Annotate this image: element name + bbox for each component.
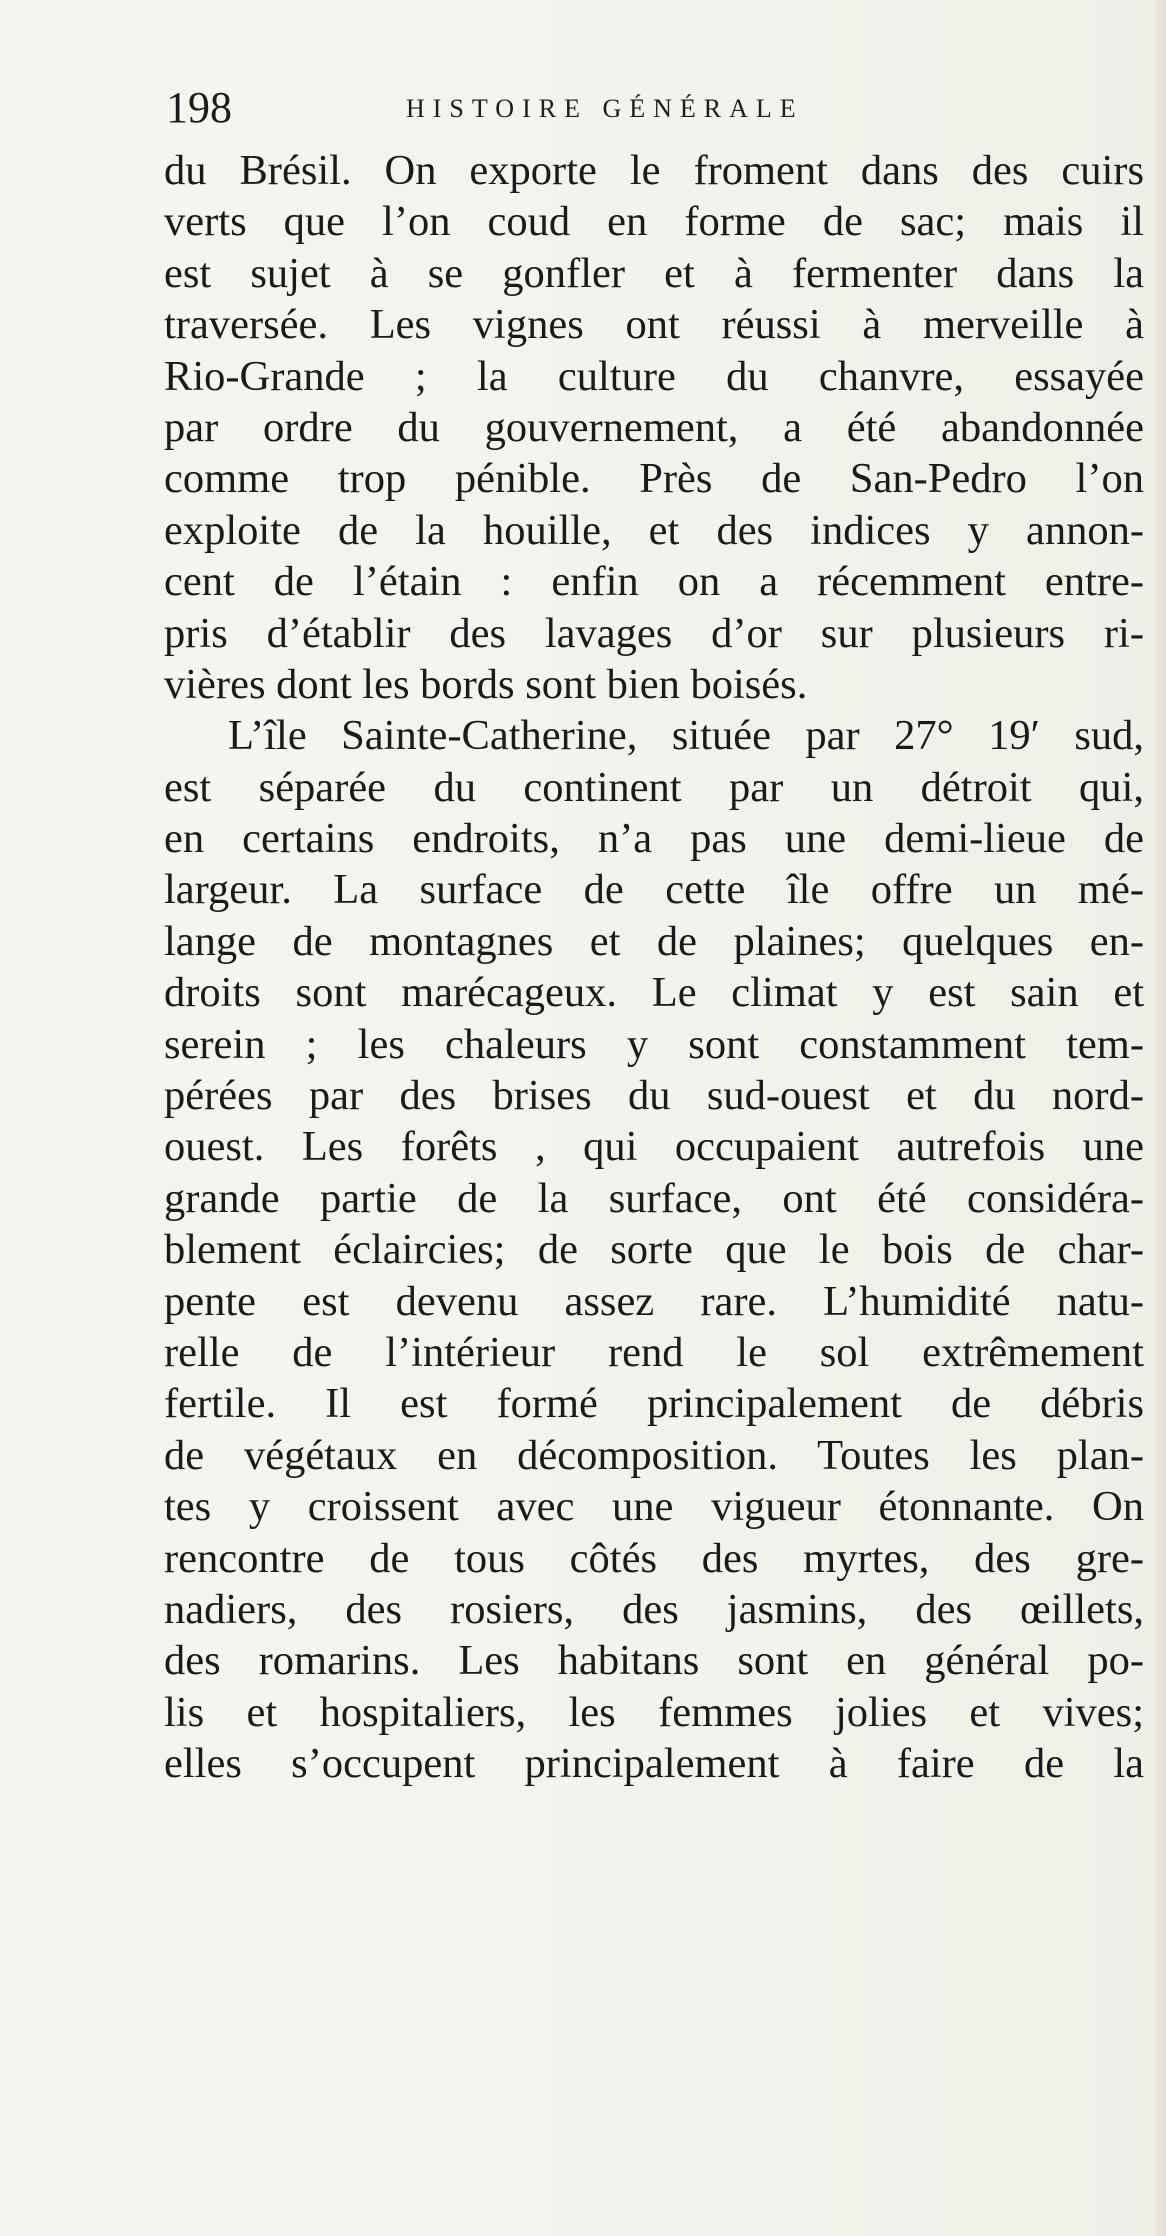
text-line: est séparée du continent par un détroit qui,: [164, 763, 1144, 811]
text-line: fertile. Il est formé principalement de débris: [164, 1380, 1144, 1428]
text-line: cent de l’étain : enfin on a récemment entre-: [164, 558, 1144, 606]
text-line: vières dont les bords sont bien boisés.: [164, 660, 808, 708]
text-line: tes y croissent avec une vigueur étonnante. On: [164, 1483, 1144, 1531]
text-line: largeur. La surface de cette île offre un mé-: [164, 866, 1144, 914]
text-line: Rio-Grande ; la culture du chanvre, essayée: [164, 352, 1144, 400]
text-line: nadiers, des rosiers, des jasmins, des œillets,: [164, 1585, 1144, 1633]
running-head: HISTOIRE GÉNÉRALE: [406, 94, 804, 123]
paragraph-1: [164, 145, 1144, 710]
page-header: [166, 78, 1151, 138]
text-line: serein ; les chaleurs y sont constamment tem-: [164, 1020, 1144, 1068]
text-line: pris d’établir des lavages d’or sur plusieurs ri-: [164, 609, 1144, 657]
text-line: elles s’occupent principalement à faire de la: [164, 1740, 1144, 1788]
text-line: relle de l’intérieur rend le sol extrêmement: [164, 1328, 1144, 1376]
text-line: de végétaux en décomposition. Toutes les plan-: [164, 1431, 1144, 1479]
text-line: exploite de la houille, et des indices y annon-: [164, 506, 1144, 554]
text-line: est sujet à se gonfler et à fermenter dans la: [164, 249, 1144, 297]
text-line: verts que l’on coud en forme de sac; mais il: [164, 198, 1144, 246]
text-line: pente est devenu assez rare. L’humidité natu-: [164, 1277, 1144, 1325]
text-line: par ordre du gouvernement, a été abandonnée: [164, 403, 1144, 451]
text-line: grande partie de la surface, ont été considéra-: [164, 1174, 1144, 1222]
text-line: en certains endroits, n’a pas une demi-lieue de: [164, 815, 1144, 863]
text-line: ouest. Les forêts , qui occupaient autrefois une: [164, 1123, 1144, 1171]
text-line: lis et hospitaliers, les femmes jolies et vives;: [164, 1688, 1144, 1736]
body-text: [164, 145, 1144, 1790]
text-line: des romarins. Les habitans sont en général po-: [164, 1637, 1144, 1685]
text-line: comme trop pénible. Près de San-Pedro l’on: [164, 455, 1144, 503]
text-line: blement éclaircies; de sorte que le bois de char-: [164, 1226, 1144, 1274]
text-line: L’île Sainte-Catherine, située par 27° 19′ sud,: [228, 712, 1144, 760]
text-line: traversée. Les vignes ont réussi à merveille à: [164, 301, 1144, 349]
text-line: rencontre de tous côtés des myrtes, des gre-: [164, 1534, 1144, 1582]
text-line: lange de montagnes et de plaines; quelques en-: [164, 917, 1144, 965]
text-line: pérées par des brises du sud-ouest et du nord-: [164, 1072, 1144, 1120]
page-edge-shadow: [1152, 0, 1166, 2236]
paragraph-2: [164, 710, 1144, 1789]
page-number: 198: [166, 83, 232, 132]
text-line: du Brésil. On exporte le froment dans des cuirs: [164, 147, 1144, 194]
text-line: droits sont marécageux. Le climat y est sain et: [164, 969, 1144, 1017]
